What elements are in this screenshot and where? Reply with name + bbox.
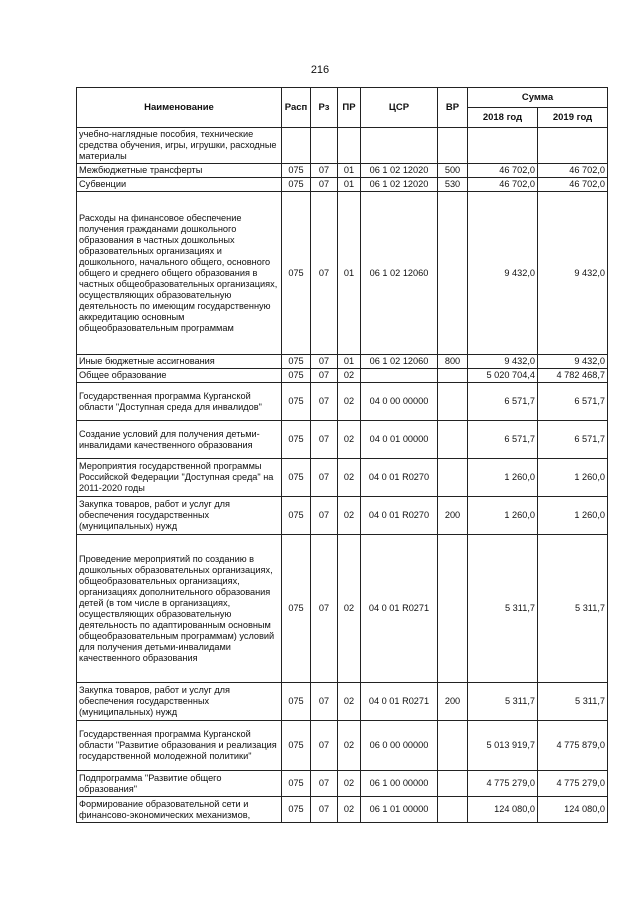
cell-pr: 01 bbox=[338, 178, 361, 192]
cell-s2019: 6 571,7 bbox=[538, 421, 608, 459]
cell-s2019: 4 775 879,0 bbox=[538, 721, 608, 771]
cell-rz: 07 bbox=[311, 383, 338, 421]
cell-s2019: 9 432,0 bbox=[538, 192, 608, 355]
table-row bbox=[77, 178, 608, 192]
cell-rz: 07 bbox=[311, 721, 338, 771]
cell-vr: 530 bbox=[438, 178, 468, 192]
cell-name: Проведение мероприятий по созданию в дошкольных образовательных организациях, общеобразовательных организациях, организациях дополнительного образования детей (в том числе в организациях, осуществляющих образовательную деятельность по адаптированным основным общеобразовательным программам) условий для получения детьми-инвалидами качественного образования bbox=[77, 535, 282, 683]
cell-rz: 07 bbox=[311, 535, 338, 683]
cell-vr bbox=[438, 721, 468, 771]
cell-name: Общее образование bbox=[77, 369, 282, 383]
cell-vr bbox=[438, 535, 468, 683]
cell-s2018: 5 311,7 bbox=[468, 683, 538, 721]
cell-s2018 bbox=[468, 128, 538, 164]
cell-rz: 07 bbox=[311, 178, 338, 192]
table-row bbox=[77, 421, 608, 459]
cell-rasp: 075 bbox=[282, 355, 311, 369]
cell-name: Межбюджетные трансферты bbox=[77, 164, 282, 178]
header-rasp: Расп bbox=[282, 88, 311, 128]
cell-s2019 bbox=[538, 128, 608, 164]
cell-s2019: 46 702,0 bbox=[538, 178, 608, 192]
cell-s2019: 1 260,0 bbox=[538, 459, 608, 497]
cell-vr: 800 bbox=[438, 355, 468, 369]
table-body bbox=[77, 128, 608, 823]
table-row bbox=[77, 369, 608, 383]
cell-s2018: 9 432,0 bbox=[468, 355, 538, 369]
header-pr: ПР bbox=[338, 88, 361, 128]
cell-name: Государственная программа Курганской области "Доступная среда для инвалидов" bbox=[77, 383, 282, 421]
cell-csr: 06 0 00 00000 bbox=[361, 721, 438, 771]
table-row bbox=[77, 683, 608, 721]
cell-s2018: 124 080,0 bbox=[468, 797, 538, 823]
cell-csr: 04 0 01 00000 bbox=[361, 421, 438, 459]
table-row bbox=[77, 164, 608, 178]
cell-vr bbox=[438, 797, 468, 823]
cell-s2018: 46 702,0 bbox=[468, 178, 538, 192]
cell-csr: 04 0 01 R0271 bbox=[361, 683, 438, 721]
cell-csr: 06 1 02 12020 bbox=[361, 178, 438, 192]
cell-rz: 07 bbox=[311, 459, 338, 497]
cell-name: Создание условий для получения детьми-инвалидами качественного образования bbox=[77, 421, 282, 459]
cell-rz: 07 bbox=[311, 683, 338, 721]
cell-name: учебно-наглядные пособия, технические средства обучения, игры, игрушки, расходные материалы bbox=[77, 128, 282, 164]
table-row bbox=[77, 128, 608, 164]
cell-csr bbox=[361, 128, 438, 164]
cell-rasp: 075 bbox=[282, 683, 311, 721]
cell-vr: 200 bbox=[438, 497, 468, 535]
header-csr: ЦСР bbox=[361, 88, 438, 128]
cell-rasp bbox=[282, 128, 311, 164]
cell-rasp: 075 bbox=[282, 164, 311, 178]
cell-s2019: 46 702,0 bbox=[538, 164, 608, 178]
cell-s2018: 5 013 919,7 bbox=[468, 721, 538, 771]
cell-s2019: 6 571,7 bbox=[538, 383, 608, 421]
cell-s2019: 124 080,0 bbox=[538, 797, 608, 823]
cell-pr: 01 bbox=[338, 192, 361, 355]
cell-s2018: 9 432,0 bbox=[468, 192, 538, 355]
cell-rasp: 075 bbox=[282, 721, 311, 771]
table-row bbox=[77, 459, 608, 497]
cell-vr bbox=[438, 383, 468, 421]
cell-csr: 06 1 02 12020 bbox=[361, 164, 438, 178]
cell-csr: 04 0 01 R0271 bbox=[361, 535, 438, 683]
cell-rz: 07 bbox=[311, 369, 338, 383]
page-number: 216 bbox=[310, 64, 330, 76]
cell-s2019: 5 311,7 bbox=[538, 535, 608, 683]
header-rz: Рз bbox=[311, 88, 338, 128]
cell-pr: 01 bbox=[338, 355, 361, 369]
cell-csr: 06 1 01 00000 bbox=[361, 797, 438, 823]
table-row bbox=[77, 497, 608, 535]
cell-name: Государственная программа Курганской области "Развитие образования и реализация государственной молодежной политики" bbox=[77, 721, 282, 771]
cell-vr bbox=[438, 128, 468, 164]
table-row bbox=[77, 797, 608, 823]
cell-s2019: 5 311,7 bbox=[538, 683, 608, 721]
header-sum: Сумма bbox=[468, 88, 608, 108]
cell-name: Закупка товаров, работ и услуг для обеспечения государственных (муниципальных) нужд bbox=[77, 497, 282, 535]
cell-rz: 07 bbox=[311, 164, 338, 178]
cell-rz: 07 bbox=[311, 192, 338, 355]
cell-s2019: 9 432,0 bbox=[538, 355, 608, 369]
cell-name: Мероприятия государственной программы Российской Федерации "Доступная среда" на 2011-2020 годы bbox=[77, 459, 282, 497]
cell-rz: 07 bbox=[311, 355, 338, 369]
cell-pr: 02 bbox=[338, 797, 361, 823]
cell-pr: 02 bbox=[338, 421, 361, 459]
cell-pr: 02 bbox=[338, 497, 361, 535]
cell-s2018: 4 775 279,0 bbox=[468, 771, 538, 797]
cell-s2018: 46 702,0 bbox=[468, 164, 538, 178]
cell-pr: 02 bbox=[338, 369, 361, 383]
cell-s2019: 1 260,0 bbox=[538, 497, 608, 535]
header-vr: ВР bbox=[438, 88, 468, 128]
cell-s2018: 1 260,0 bbox=[468, 459, 538, 497]
cell-s2018: 6 571,7 bbox=[468, 421, 538, 459]
cell-vr bbox=[438, 369, 468, 383]
cell-vr bbox=[438, 771, 468, 797]
cell-rz bbox=[311, 128, 338, 164]
cell-rasp: 075 bbox=[282, 535, 311, 683]
cell-rasp: 075 bbox=[282, 383, 311, 421]
cell-vr: 500 bbox=[438, 164, 468, 178]
cell-csr: 04 0 00 00000 bbox=[361, 383, 438, 421]
cell-rasp: 075 bbox=[282, 421, 311, 459]
cell-rz: 07 bbox=[311, 771, 338, 797]
table-row bbox=[77, 771, 608, 797]
table-row bbox=[77, 383, 608, 421]
cell-vr bbox=[438, 459, 468, 497]
cell-rz: 07 bbox=[311, 797, 338, 823]
cell-rasp: 075 bbox=[282, 497, 311, 535]
cell-csr: 04 0 01 R0270 bbox=[361, 459, 438, 497]
cell-pr: 02 bbox=[338, 771, 361, 797]
header-name: Наименование bbox=[77, 88, 282, 128]
cell-rz: 07 bbox=[311, 421, 338, 459]
cell-s2019: 4 782 468,7 bbox=[538, 369, 608, 383]
cell-name: Расходы на финансовое обеспечение получения гражданами дошкольного образования в частных дошкольных образовательных организациях и дошкольного, начального общего, основного общего и среднего общего образования в частных общеобразовательных организациях, осуществляющих образовательную деятельность по имеющим государственную аккредитацию основным общеобразовательным программам bbox=[77, 192, 282, 355]
cell-pr: 02 bbox=[338, 535, 361, 683]
budget-table bbox=[76, 87, 608, 823]
cell-rasp: 075 bbox=[282, 797, 311, 823]
cell-s2018: 6 571,7 bbox=[468, 383, 538, 421]
cell-rz: 07 bbox=[311, 497, 338, 535]
cell-name: Закупка товаров, работ и услуг для обеспечения государственных (муниципальных) нужд bbox=[77, 683, 282, 721]
cell-csr: 06 1 00 00000 bbox=[361, 771, 438, 797]
table-row bbox=[77, 192, 608, 355]
cell-name: Иные бюджетные ассигнования bbox=[77, 355, 282, 369]
cell-rasp: 075 bbox=[282, 459, 311, 497]
cell-rasp: 075 bbox=[282, 771, 311, 797]
cell-rasp: 075 bbox=[282, 369, 311, 383]
cell-s2018: 1 260,0 bbox=[468, 497, 538, 535]
cell-pr: 02 bbox=[338, 383, 361, 421]
cell-vr bbox=[438, 192, 468, 355]
cell-csr: 04 0 01 R0270 bbox=[361, 497, 438, 535]
cell-name: Субвенции bbox=[77, 178, 282, 192]
cell-name: Подпрограмма "Развитие общего образования" bbox=[77, 771, 282, 797]
cell-pr bbox=[338, 128, 361, 164]
cell-vr: 200 bbox=[438, 683, 468, 721]
table-row bbox=[77, 535, 608, 683]
cell-s2019: 4 775 279,0 bbox=[538, 771, 608, 797]
cell-pr: 02 bbox=[338, 683, 361, 721]
cell-csr bbox=[361, 369, 438, 383]
cell-s2018: 5 311,7 bbox=[468, 535, 538, 683]
table-row bbox=[77, 355, 608, 369]
cell-rasp: 075 bbox=[282, 178, 311, 192]
header-year-2018: 2018 год bbox=[468, 108, 538, 128]
cell-s2018: 5 020 704,4 bbox=[468, 369, 538, 383]
cell-pr: 01 bbox=[338, 164, 361, 178]
header-year-2019: 2019 год bbox=[538, 108, 608, 128]
cell-vr bbox=[438, 421, 468, 459]
table-row bbox=[77, 721, 608, 771]
cell-name: Формирование образовательной сети и финансово-экономических механизмов, bbox=[77, 797, 282, 823]
cell-csr: 06 1 02 12060 bbox=[361, 192, 438, 355]
cell-pr: 02 bbox=[338, 459, 361, 497]
cell-rasp: 075 bbox=[282, 192, 311, 355]
cell-csr: 06 1 02 12060 bbox=[361, 355, 438, 369]
cell-pr: 02 bbox=[338, 721, 361, 771]
